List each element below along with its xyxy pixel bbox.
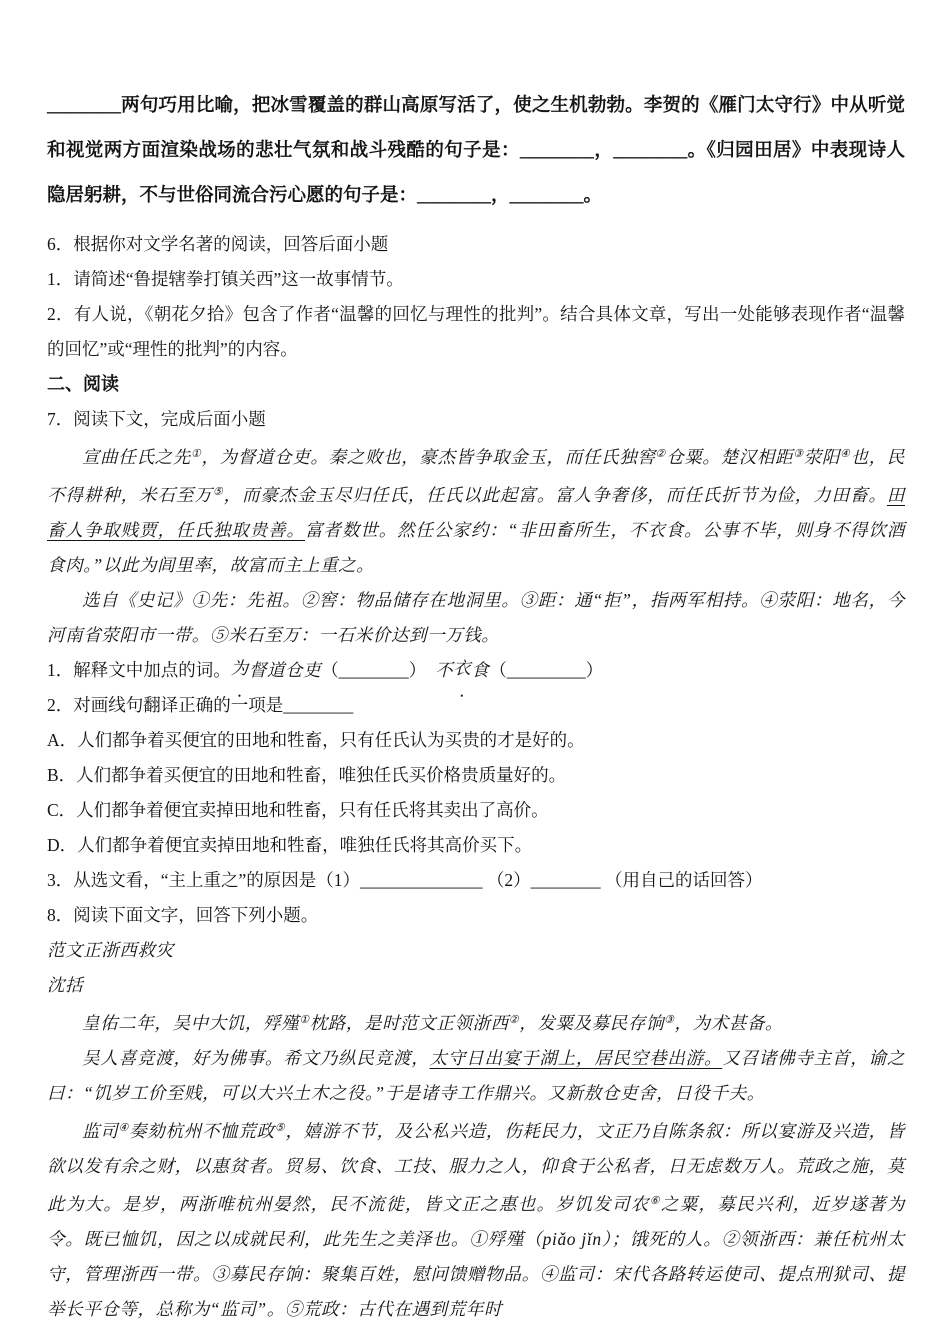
passage-segment: 宣曲任氏之先: [82, 447, 191, 467]
note-number-icon: ⑤: [212, 486, 224, 498]
passage-segment: 监司: [82, 1121, 119, 1141]
q7-sub1-lead: 1．解释文中加点的词。: [47, 660, 231, 680]
q7-sub3: 3．从选文看，“主上重之”的原因是（1）______________ （2）________ （用自己的话回答）: [47, 870, 763, 890]
q5-tail-paragraph: ________两句巧用比喻，把冰雪覆盖的群山高原写活了，使之生机勃勃。李贺的《雁门太守行》中从听觉和视觉两方面渲染战场的悲壮气氛和战斗残酷的句子是：________，________。《归园田居》中表现诗人隐居躬耕，不与世俗同流合污心愿的句子是：________，________。: [47, 96, 905, 206]
passage-segment: ，而豪杰金玉尽归任氏，任氏以此起富。富人争奢侈，而任氏折节为俭，力田畜。: [223, 485, 887, 505]
q7-source-notes: 选自《史记》①先：先祖。②窖：物品储存在地洞里。③距：通“拒”，指两军相持。④荥阳：地名，今河南省荥阳市一带。⑤米石至万：一石米价达到一万钱。: [47, 590, 905, 645]
passage-segment: 吴人喜竞渡，好为佛事。希文乃纵民竞渡，: [82, 1048, 430, 1068]
passage-segment: 富者数世。然任公家约：“非田畜所生，不衣食。公事不毕，则身不得饮酒食肉。”以此为闾里率，故富而主上重之。: [47, 520, 905, 575]
note-number-icon: ④: [840, 448, 851, 460]
note-number-icon: ③: [793, 448, 804, 460]
q6-sub2: 2．有人说，《朝花夕拾》包含了作者“温馨的回忆与理性的批判”。结合具体文章，写出一处能够表现作者“温馨的回忆”或“理性的批判”的内容。: [47, 304, 905, 359]
q8-passage-author: 沈括: [47, 975, 84, 995]
passage-segment: ，为术甚备。: [674, 1013, 784, 1033]
answer-blank: （________）: [321, 660, 427, 680]
underlined-sentence: 太守日出宴于湖上，居民空巷出游。: [429, 1048, 723, 1068]
q8-paragraph-3: [47, 1111, 905, 1327]
passage-segment: 又召诸佛寺主首，谕之曰：“饥岁工价至贱，可以大兴土木之役。”于是诸寺工作鼎兴。又新敖仓吏舍，日役千夫。: [47, 1048, 905, 1103]
section-2-heading: 二、阅读: [47, 374, 119, 394]
note-number-icon: ①: [299, 1014, 310, 1026]
passage-segment: ，为督道仓吏。秦之败也，豪杰皆争取金玉，而任氏独窖: [201, 447, 656, 467]
passage-segment: 荥阳: [803, 447, 841, 467]
note-number-icon: ②: [655, 448, 667, 460]
passage-segment: 枕路，是时范文正领浙西: [309, 1013, 509, 1033]
passage-segment: ，发粟及募民存饷: [519, 1013, 665, 1033]
q8-passage-title: 范文正浙西救灾: [47, 940, 174, 960]
q8-paragraph-1: [47, 1003, 905, 1041]
passage-segment: ，嬉游不节，及公私兴造，伤耗民力，文正乃自陈条叙：所以宴游及兴造，皆欲以发有余之财，以惠贫者。贸易、饮食、工技、服力之人，仰食于公私者，日无虑数万人。荒政之施，莫此为大。是岁，两浙唯杭州晏然，民不流徙，皆文正之惠也。岁饥发司农: [47, 1121, 905, 1214]
q7-option-a: A．人们都争着买便宜的田地和牲畜，只有任氏认为买贵的才是好的。: [47, 730, 585, 750]
q7-option-d: D．人们都争着便宜卖掉田地和牲畜，唯独任氏将其高价买下。: [47, 835, 533, 855]
passage-segment: 仓粟。楚汉相距: [666, 447, 794, 467]
q7-option-b: B．人们都争着买便宜的田地和牲畜，唯独任氏买价格贵质量好的。: [47, 765, 567, 785]
q7-sub2: 2．对画线句翻译正确的一项是________: [47, 695, 354, 715]
dotted-word: 衣: [453, 658, 472, 678]
note-number-icon: ⑤: [274, 1122, 286, 1134]
passage-segment: 奏劾杭州不恤荒政: [129, 1121, 275, 1141]
note-number-icon: ④: [118, 1122, 130, 1134]
q6-stem: 6．根据你对文学名著的阅读，回答后面小题: [47, 234, 389, 254]
q7-sub1: [47, 653, 905, 688]
note-number-icon: ⑥: [649, 1195, 661, 1207]
quoted-phrase: 不: [435, 660, 454, 680]
q7-option-c: C．人们都争着便宜卖掉田地和牲畜，只有任氏将其卖出了高价。: [47, 800, 549, 820]
note-number-icon: ②: [508, 1014, 520, 1026]
q8-paragraph-2: [47, 1041, 905, 1111]
note-number-icon: ①: [190, 448, 202, 460]
underlined-sentence: 田畜人争取贱贾，任氏独取贵善。: [47, 485, 905, 540]
q6-sub1: 1．请简述“鲁提辖拳打镇关西”这一故事情节。: [47, 269, 404, 289]
passage-segment: 之粟，募民兴利，近岁遂著为令。既已恤饥，因之以成就民利，此先生之美泽也。①殍殣（piǎo jǐn）；饿死的人。②领浙西：兼任杭州太守，管理浙西一带。③募民存饷：聚集百姓，慰问馈赠物品。④监司：宋代各路转运使司、提点刑狱司、提举长平仓等，总称为“监司”。⑤荒政：古代在遇到荒年时: [47, 1194, 905, 1319]
answer-blank: （_________）: [489, 660, 604, 680]
passage-segment: 皇佑二年，吴中大饥，殍殣: [82, 1013, 300, 1033]
quoted-phrase: 食: [471, 660, 490, 680]
q8-stem: 8．阅读下面文字，回答下列小题。: [47, 905, 319, 925]
note-number-icon: ③: [664, 1014, 675, 1026]
passage-segment: 也，民不得耕种，米石至万: [47, 447, 905, 505]
q7-passage: [47, 437, 905, 583]
quoted-phrase: 督道仓吏: [248, 660, 322, 680]
q7-stem: 7．阅读下文，完成后面小题: [47, 409, 266, 429]
dotted-word: 为: [230, 658, 249, 678]
